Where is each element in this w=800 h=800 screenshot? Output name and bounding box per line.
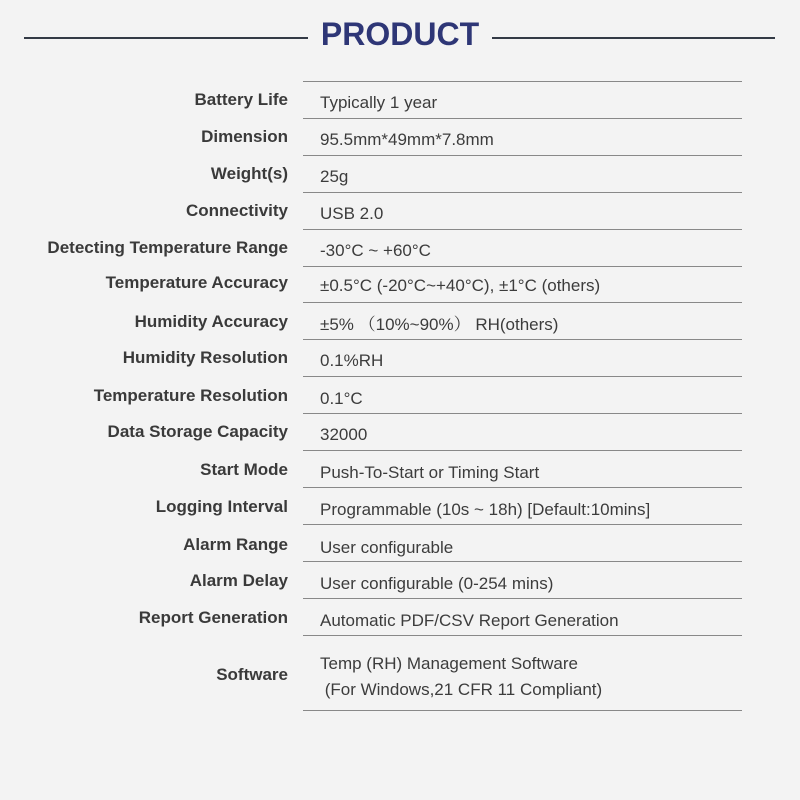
table-top-rule bbox=[303, 81, 742, 82]
spec-value: Temp (RH) Management Software bbox=[320, 654, 578, 673]
spec-value-continued: (For Windows,21 CFR 11 Compliant) bbox=[320, 680, 603, 699]
header-rule-left bbox=[24, 37, 308, 39]
row-separator bbox=[303, 192, 742, 193]
header-rule-right bbox=[492, 37, 775, 39]
spec-label: Temperature Accuracy bbox=[105, 273, 288, 292]
spec-label: Report Generation bbox=[138, 608, 288, 627]
spec-label: Dimension bbox=[201, 127, 288, 146]
spec-value: 95.5mm*49mm*7.8mm bbox=[320, 130, 494, 149]
spec-value: Automatic PDF/CSV Report Generation bbox=[320, 611, 619, 630]
spec-label: Detecting Temperature Range bbox=[47, 238, 288, 257]
spec-value: -30°C ~ +60°C bbox=[320, 241, 431, 260]
spec-value: ±0.5°C (-20°C~+40°C), ±1°C (others) bbox=[320, 276, 601, 295]
spec-value: USB 2.0 bbox=[320, 204, 384, 223]
spec-value: Push-To-Start or Timing Start bbox=[320, 463, 540, 482]
row-separator bbox=[303, 266, 742, 267]
spec-value: 32000 bbox=[320, 425, 368, 444]
row-separator bbox=[303, 118, 742, 119]
spec-label: Battery Life bbox=[194, 90, 288, 109]
page-header bbox=[0, 0, 800, 76]
spec-value: User configurable bbox=[320, 538, 454, 557]
spec-label: Logging Interval bbox=[155, 497, 288, 516]
row-separator bbox=[303, 487, 742, 488]
spec-label: Software bbox=[216, 665, 288, 684]
spec-value: Typically 1 year bbox=[320, 93, 438, 112]
spec-label: Alarm Range bbox=[183, 535, 288, 554]
spec-label: Weight(s) bbox=[210, 164, 288, 183]
row-separator bbox=[303, 450, 742, 451]
spec-value: 0.1°C bbox=[320, 389, 363, 408]
row-separator bbox=[303, 339, 742, 340]
spec-value: User configurable (0-254 mins) bbox=[320, 574, 554, 593]
row-separator bbox=[303, 598, 742, 599]
row-separator bbox=[303, 413, 742, 414]
spec-value: ±5% （10%~90%） RH(others) bbox=[320, 315, 559, 334]
row-separator bbox=[303, 635, 742, 636]
spec-label: Humidity Resolution bbox=[122, 348, 288, 367]
spec-value: 0.1%RH bbox=[320, 351, 384, 370]
spec-label: Start Mode bbox=[200, 460, 288, 479]
spec-value: Programmable (10s ~ 18h) [Default:10mins] bbox=[320, 500, 651, 519]
page-title: PRODUCT bbox=[320, 16, 480, 52]
row-separator bbox=[303, 561, 742, 562]
spec-label: Alarm Delay bbox=[189, 571, 288, 590]
row-separator bbox=[303, 376, 742, 377]
row-separator bbox=[303, 710, 742, 711]
row-separator bbox=[303, 302, 742, 303]
spec-label: Humidity Accuracy bbox=[134, 312, 288, 331]
row-separator bbox=[303, 229, 742, 230]
spec-value: 25g bbox=[320, 167, 349, 186]
row-separator bbox=[303, 524, 742, 525]
spec-label: Temperature Resolution bbox=[93, 386, 288, 405]
spec-label: Connectivity bbox=[185, 201, 288, 220]
row-separator bbox=[303, 155, 742, 156]
spec-label: Data Storage Capacity bbox=[107, 422, 288, 441]
